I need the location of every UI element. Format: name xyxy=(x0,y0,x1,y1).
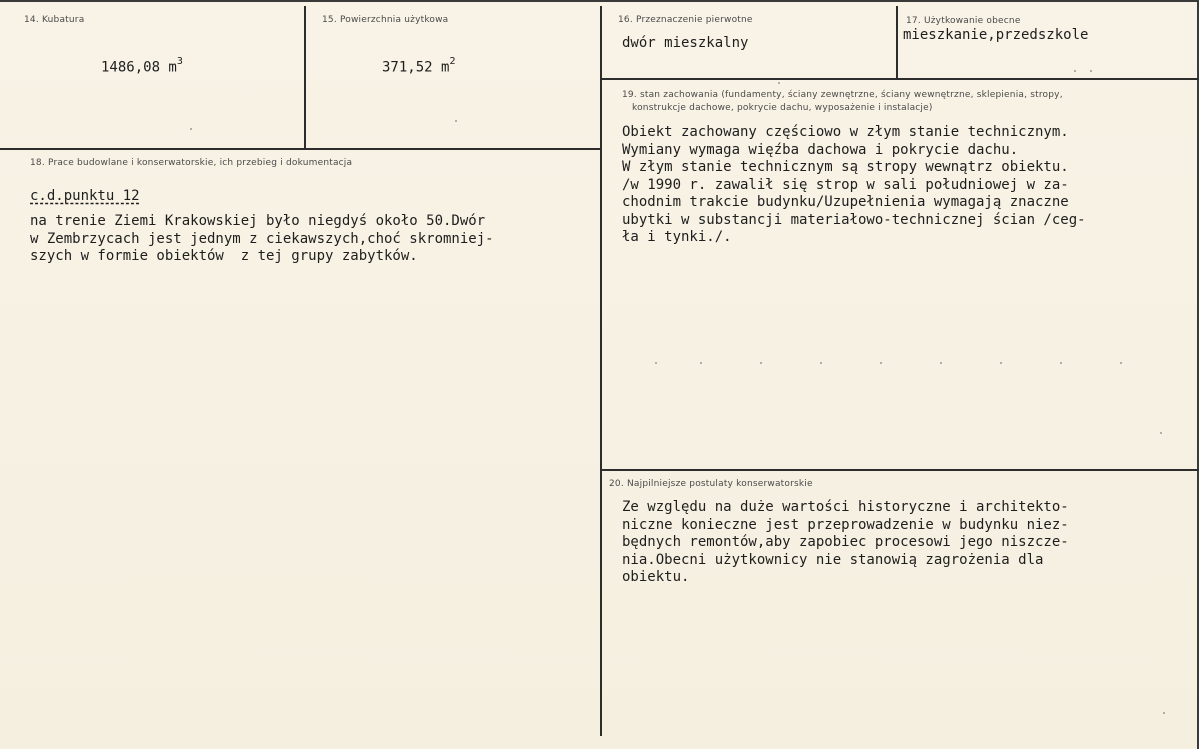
field-20-line-1: Ze względu na duże wartości historyczne i architekto- xyxy=(622,499,1069,515)
ruled-dot xyxy=(820,362,822,364)
field-17-value: mieszkanie,przedszkole xyxy=(903,27,1089,43)
field-19-label-line-2: konstrukcje dachowe, pokrycie dachu, wyposażenie i instalacje) xyxy=(632,103,933,113)
field-14-number: 1486,08 m xyxy=(101,59,177,76)
field-19-line-4: /w 1990 r. zawalił się strop w sali południowej w za- xyxy=(622,176,1069,193)
field-20-line-3: będnych remontów,aby zapobiec procesowi jego niszcze- xyxy=(622,534,1069,550)
ruled-dot xyxy=(455,120,457,122)
field-14-value xyxy=(101,58,183,76)
field-19-line-1: Obiekt zachowany częściowo w złym stanie technicznym. xyxy=(622,124,1069,140)
ruled-dot xyxy=(1000,362,1002,364)
divider-center xyxy=(600,6,602,736)
divider-16-17-bottom xyxy=(600,78,1199,80)
ruled-dot xyxy=(880,362,882,364)
field-18-label: 18. Prace budowlane i konserwatorskie, ich przebieg i dokumentacja xyxy=(30,158,353,168)
field-18-heading: c.d.punktu 12 xyxy=(30,188,140,204)
field-14-unit-exponent: 3 xyxy=(176,56,183,67)
ruled-dot xyxy=(778,82,780,84)
divider-19-20 xyxy=(600,469,1199,471)
divider-14-15 xyxy=(304,6,306,148)
ruled-dot xyxy=(1163,712,1165,714)
ruled-dot xyxy=(655,362,657,364)
ruled-dot xyxy=(1060,362,1062,364)
ruled-dot xyxy=(1090,70,1092,72)
field-19-label-line-1: 19. stan zachowania (fundamenty, ściany zewnętrzne, ściany wewnętrzne, sklepienia, stropy, xyxy=(622,90,1063,100)
ruled-dot xyxy=(940,362,942,364)
field-15-label: 15. Powierzchnia użytkowa xyxy=(322,15,449,25)
field-18-line-2: w Zembrzycach jest jednym z ciekawszych,choć skromniej- xyxy=(30,230,494,247)
field-15-unit-exponent: 2 xyxy=(449,56,456,67)
ruled-dot xyxy=(1120,362,1122,364)
field-19-line-3: W złym stanie technicznym są stropy wewnątrz obiektu. xyxy=(622,159,1069,175)
field-18-line-3: szych w formie obiektów z tej grupy zabytków. xyxy=(30,248,418,264)
field-20-label: 20. Najpilniejsze postulaty konserwatorskie xyxy=(609,479,813,489)
field-15-value xyxy=(382,58,455,76)
field-19-line-5: chodnim trakcie budynku/Uzupełnienia wymagają znaczne xyxy=(622,194,1069,210)
ruled-dot xyxy=(760,362,762,364)
field-14-label: 14. Kubatura xyxy=(24,15,85,25)
field-17-label: 17. Użytkowanie obecne xyxy=(906,16,1021,26)
ruled-dot xyxy=(190,128,192,130)
field-19-line-7: ła i tynki./. xyxy=(622,229,732,245)
field-19-line-2: Wymiany wymaga więźba dachowa i pokrycie dachu. xyxy=(622,141,1019,158)
field-19-line-6: ubytki w substancji materiałowo-technicznej ścian /ceg- xyxy=(622,211,1086,228)
ruled-dot xyxy=(700,362,702,364)
field-20-line-2: niczne konieczne jest przeprowadzenie w budynku niez- xyxy=(622,516,1069,533)
divider-16-17 xyxy=(896,6,898,78)
ruled-dot xyxy=(1074,70,1076,72)
field-18-line-1: na trenie Ziemi Krakowskiej było niegdyś około 50.Dwór xyxy=(30,213,486,229)
divider-top-row xyxy=(0,148,600,150)
field-20-line-4: nia.Obecni użytkownicy nie stanowią zagrożenia dla xyxy=(622,551,1044,568)
ruled-dot xyxy=(1160,432,1162,434)
field-20-line-5: obiektu. xyxy=(622,569,690,585)
field-15-number: 371,52 m xyxy=(382,59,450,76)
field-16-value: dwór mieszkalny xyxy=(622,35,749,51)
field-16-label: 16. Przeznaczenie pierwotne xyxy=(618,15,753,25)
